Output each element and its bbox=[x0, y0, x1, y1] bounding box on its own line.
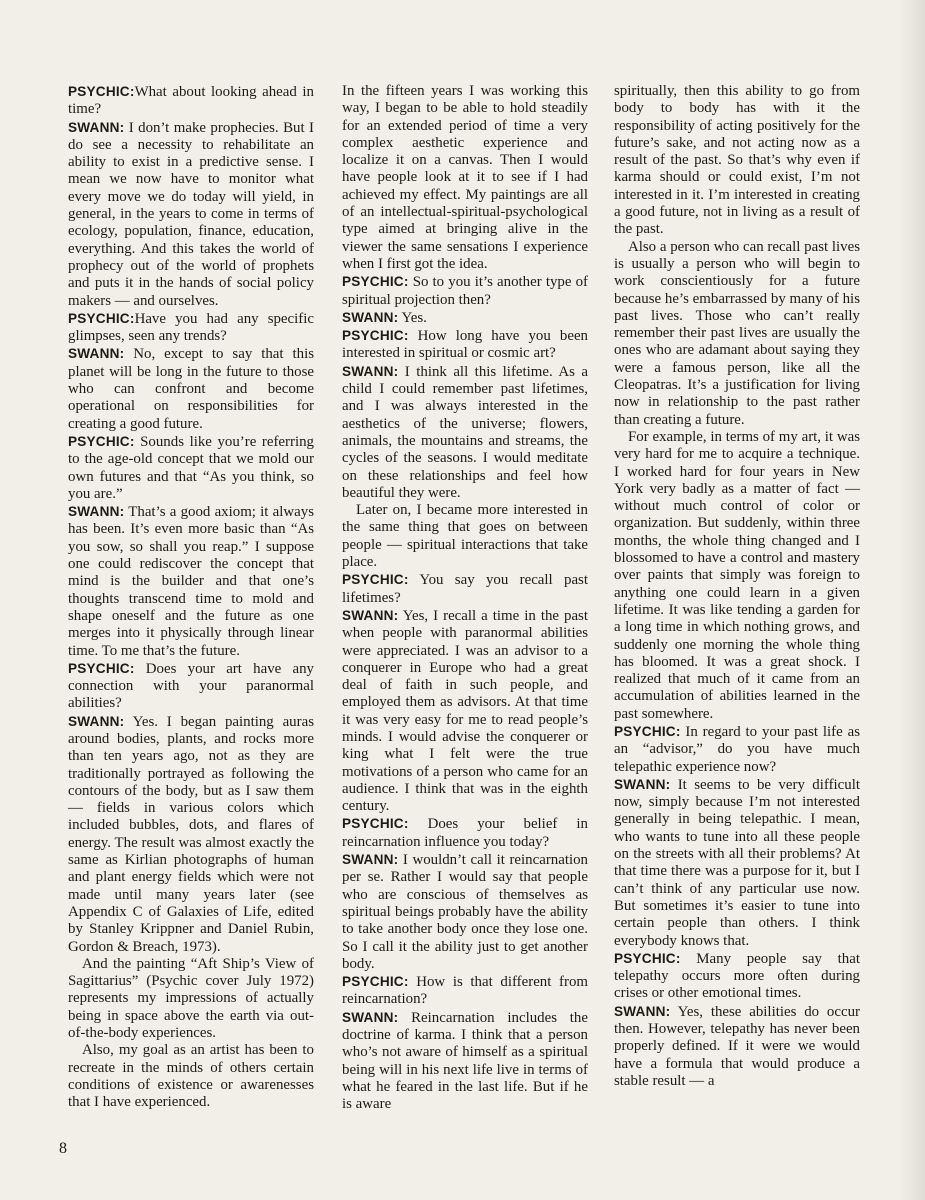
paragraph-text: How long have you been interested in spiritual or cosmic art? bbox=[342, 328, 588, 362]
speaker-label: SWANN: bbox=[342, 363, 399, 379]
paragraph-text: What about looking ahead in time? bbox=[68, 84, 314, 118]
paragraph-text: Also a person who can recall past lives is usually a person who will begin to work conscientiously for a future because he’s embarrassed by many of his past lives. Those who can’t really remember their past lives are usually the ones who are adamant about saying they were a famous person, like all the Cleopatras. It’s a justification for living now in relationship to the past rather than creating a future. bbox=[614, 238, 860, 428]
speaker-label: PSYCHIC: bbox=[68, 84, 135, 99]
interview-turn bbox=[68, 433, 314, 503]
paragraph-text: Have you had any specific glimpses, seen any trends? bbox=[68, 310, 314, 345]
speaker-label: SWANN: bbox=[342, 607, 399, 623]
speaker-label: SWANN: bbox=[614, 1003, 671, 1019]
speaker-label: SWANN: bbox=[68, 504, 125, 520]
speaker-label: SWANN: bbox=[68, 346, 125, 362]
interview-turn bbox=[342, 973, 588, 1009]
interview-turn bbox=[342, 273, 588, 309]
paragraph-text: How is that different from reincarnation? bbox=[342, 974, 588, 1008]
paragraph-text: Yes. bbox=[398, 309, 427, 326]
speaker-label: SWANN: bbox=[342, 852, 399, 868]
paragraph-text: That’s a good axiom; it always has been. It’s even more basic than “As you sow, so shall you reap.” I suppose one could rediscover the concept that mind is the builder and that one’s thoughts transcend time to mold and shape oneself and the future as one merges into it physically through linear time. To me that’s the future. bbox=[68, 504, 314, 659]
paragraph bbox=[614, 239, 860, 429]
interview-turn bbox=[68, 119, 314, 310]
interview-turn bbox=[614, 1003, 860, 1090]
paragraph-text: For example, in terms of my art, it was very hard for me to acquire a technique. I worked hard for four years in New York very badly as a matter of fact — without much control of color or organization. But suddenly, within three months, the whole thing changed and I blossomed to have a control and mastery over paints that simply was foreign to anything one could learn in a given lifetime. It was like tending a garden for a long time in which nothing grows, and suddenly one morning the whole thing has bloomed. It was a great shock. I realized that much of it came from an accumulation of abilities learned in the past somewhere. bbox=[614, 428, 860, 722]
paragraph bbox=[614, 429, 860, 723]
interview-turn bbox=[68, 713, 314, 956]
speaker-label: SWANN: bbox=[342, 1009, 399, 1025]
paragraph-text: And the painting “Aft Ship’s View of Sagittarius” (Psychic cover July 1972) represents my impressions of actually being in space above the earth via out-of-the-body experiences. bbox=[68, 955, 314, 1042]
interview-turn bbox=[614, 950, 860, 1003]
interview-turn bbox=[68, 310, 314, 346]
interview-turn bbox=[342, 815, 588, 851]
speaker-label: PSYCHIC: bbox=[68, 310, 135, 326]
speaker-label: PSYCHIC: bbox=[342, 274, 409, 290]
interview-turn bbox=[614, 776, 860, 950]
speaker-label: PSYCHIC: bbox=[68, 433, 135, 449]
interview-turn bbox=[342, 309, 588, 327]
paragraph-text: Reincarnation includes the doctrine of karma. I think that a person who’s not aware of himself as a spiritual being will in his next life live in terms of what he feared in the last life. But if he is aware bbox=[342, 1009, 588, 1113]
paragraph-text: Does your belief in reincarnation influence you today? bbox=[342, 816, 588, 850]
paragraph-text: Does your art have any connection with your paranormal abilities? bbox=[68, 660, 314, 712]
paragraph bbox=[68, 1042, 314, 1111]
speaker-label: PSYCHIC: bbox=[68, 660, 135, 676]
speaker-label: SWANN: bbox=[614, 776, 671, 792]
paragraph-text: Many people say that telepathy occurs more often during crises or other emotional times. bbox=[614, 950, 860, 1002]
page-number: 8 bbox=[59, 1140, 67, 1157]
text-column-1 bbox=[68, 83, 314, 1112]
paragraph-text: So to you it’s another type of spiritual projection then? bbox=[342, 274, 588, 308]
paragraph-text: In regard to your past life as an “advisor,” do you have much telepathic experience now? bbox=[614, 723, 860, 775]
paragraph-text: I don’t make prophecies. But I do see a necessity to rehabilitate an ability to exist in a predictive sense. I mean we now have to monitor what every move we do today will yield, in general, in the years to come in terms of ecology, population, finance, education, everything. And this takes the world of prophecy out of the world of prophets and puts it in the hands of social policy makers — and ourselves. bbox=[68, 119, 314, 309]
paragraph bbox=[614, 83, 860, 239]
interview-turn bbox=[68, 83, 314, 119]
speaker-label: SWANN: bbox=[68, 713, 125, 729]
paragraph-text: I wouldn’t call it reincarnation per se. Rather I would say that people who are conscious of themselves as spiritual beings probably have the ability to take another body once they lose one. So I call it the ability just to get another body. bbox=[342, 852, 588, 972]
paragraph bbox=[68, 956, 314, 1042]
speaker-label: PSYCHIC: bbox=[342, 328, 409, 344]
speaker-label: SWANN: bbox=[68, 119, 125, 135]
text-column-2 bbox=[342, 83, 588, 1114]
paragraph-text: It seems to be very difficult now, simply because I’m not interested generally in being telepathic. I mean, who wants to tune into all these people on the streets with all their problems? At that time there was a purpose for it, but I can’t think of any particular use now. But sometimes it’s easier to tune into certain people than others. I think everybody knows that. bbox=[614, 776, 860, 949]
speaker-label: PSYCHIC: bbox=[342, 572, 409, 588]
interview-turn bbox=[614, 723, 860, 776]
interview-turn bbox=[342, 327, 588, 363]
interview-turn bbox=[342, 571, 588, 607]
text-column-3 bbox=[614, 83, 860, 1090]
interview-turn bbox=[68, 345, 314, 432]
interview-turn bbox=[68, 503, 314, 660]
page-edge-shading bbox=[899, 0, 925, 1200]
paragraph bbox=[342, 502, 588, 571]
paragraph-text: Later on, I became more interested in the same thing that goes on between people — spiritual interactions that take place. bbox=[342, 502, 588, 571]
paragraph-text: Yes. I began painting auras around bodies, plants, and rocks more than ten years ago, not as they are traditionally portrayed as following the contours of the body, but as I saw them — fields in various colors which included bubbles, dots, and flares of energy. The result was almost exactly the same as Kirlian photographs of human and plant energy fields which were not made until many years later (see Appendix C of Galaxies of Life, edited by Stanley Krippner and Daniel Rubin, Gordon & Breach, 1973). bbox=[68, 713, 314, 955]
paragraph bbox=[342, 83, 588, 273]
speaker-label: PSYCHIC: bbox=[342, 816, 409, 832]
speaker-label: SWANN: bbox=[342, 309, 399, 325]
paragraph-text: Also, my goal as an artist has been to recreate in the minds of others certain conditions of existence or awarenesses that I have experienced. bbox=[68, 1042, 314, 1111]
paragraph-text: Yes, I recall a time in the past when people with paranormal abilities were appreciated. I was an advisor to a conquerer in Europe who had a great deal of faith in such people, and employed them as advisors. At that time it was very easy for me to read people’s minds. I would advise the conquerer or king what I felt were the true motivations of a person who came for an audience. I think that was in the eighth century. bbox=[342, 607, 588, 815]
interview-turn bbox=[342, 1009, 588, 1114]
interview-turn bbox=[68, 660, 314, 713]
paragraph-text: Sounds like you’re referring to the age-old concept that we mold our own futures and that “As you think, so you are.” bbox=[68, 433, 314, 502]
speaker-label: PSYCHIC: bbox=[614, 950, 681, 966]
interview-turn bbox=[342, 363, 588, 502]
speaker-label: PSYCHIC: bbox=[614, 723, 681, 739]
paragraph-text: In the fifteen years I was working this way, I began to be able to hold steadily for an extended period of time a very complex aesthetic experience and localize it on a canvas. Then I would have people look at it to see if I had achieved my effect. My paintings are all of an intellectual-spiritual-psychological type aimed at bringing alive in the viewer the same sensations I experience when I first got the idea. bbox=[342, 83, 588, 272]
paragraph-text: You say you recall past lifetimes? bbox=[342, 572, 588, 606]
paragraph-text: I think all this lifetime. As a child I could remember past lifetimes, and I was always interested in the aesthetics of the universe; flowers, animals, the mountains and streams, the cycles of the seasons. I would meditate on these relationships and feel how beautiful they were. bbox=[342, 363, 588, 501]
speaker-label: PSYCHIC: bbox=[342, 974, 409, 990]
paragraph-text: No, except to say that this planet will be long in the future to those who can confront and become operational on responsibilities for creating a good future. bbox=[68, 346, 314, 432]
paragraph-text: Yes, these abilities do occur then. However, telepathy has never been properly defined. If it were we would have a formula that would produce a stable result — a bbox=[614, 1003, 860, 1089]
interview-turn bbox=[342, 607, 588, 816]
interview-turn bbox=[342, 851, 588, 973]
paragraph-text: spiritually, then this ability to go from body to body has with it the responsibility of acting positively for the future’s sake, and not acting now as a result of the past. So that’s why even if karma should or could exist, I’m not interested in it. I’m interested in creating a good future, not in living as a result of the past. bbox=[614, 83, 860, 238]
